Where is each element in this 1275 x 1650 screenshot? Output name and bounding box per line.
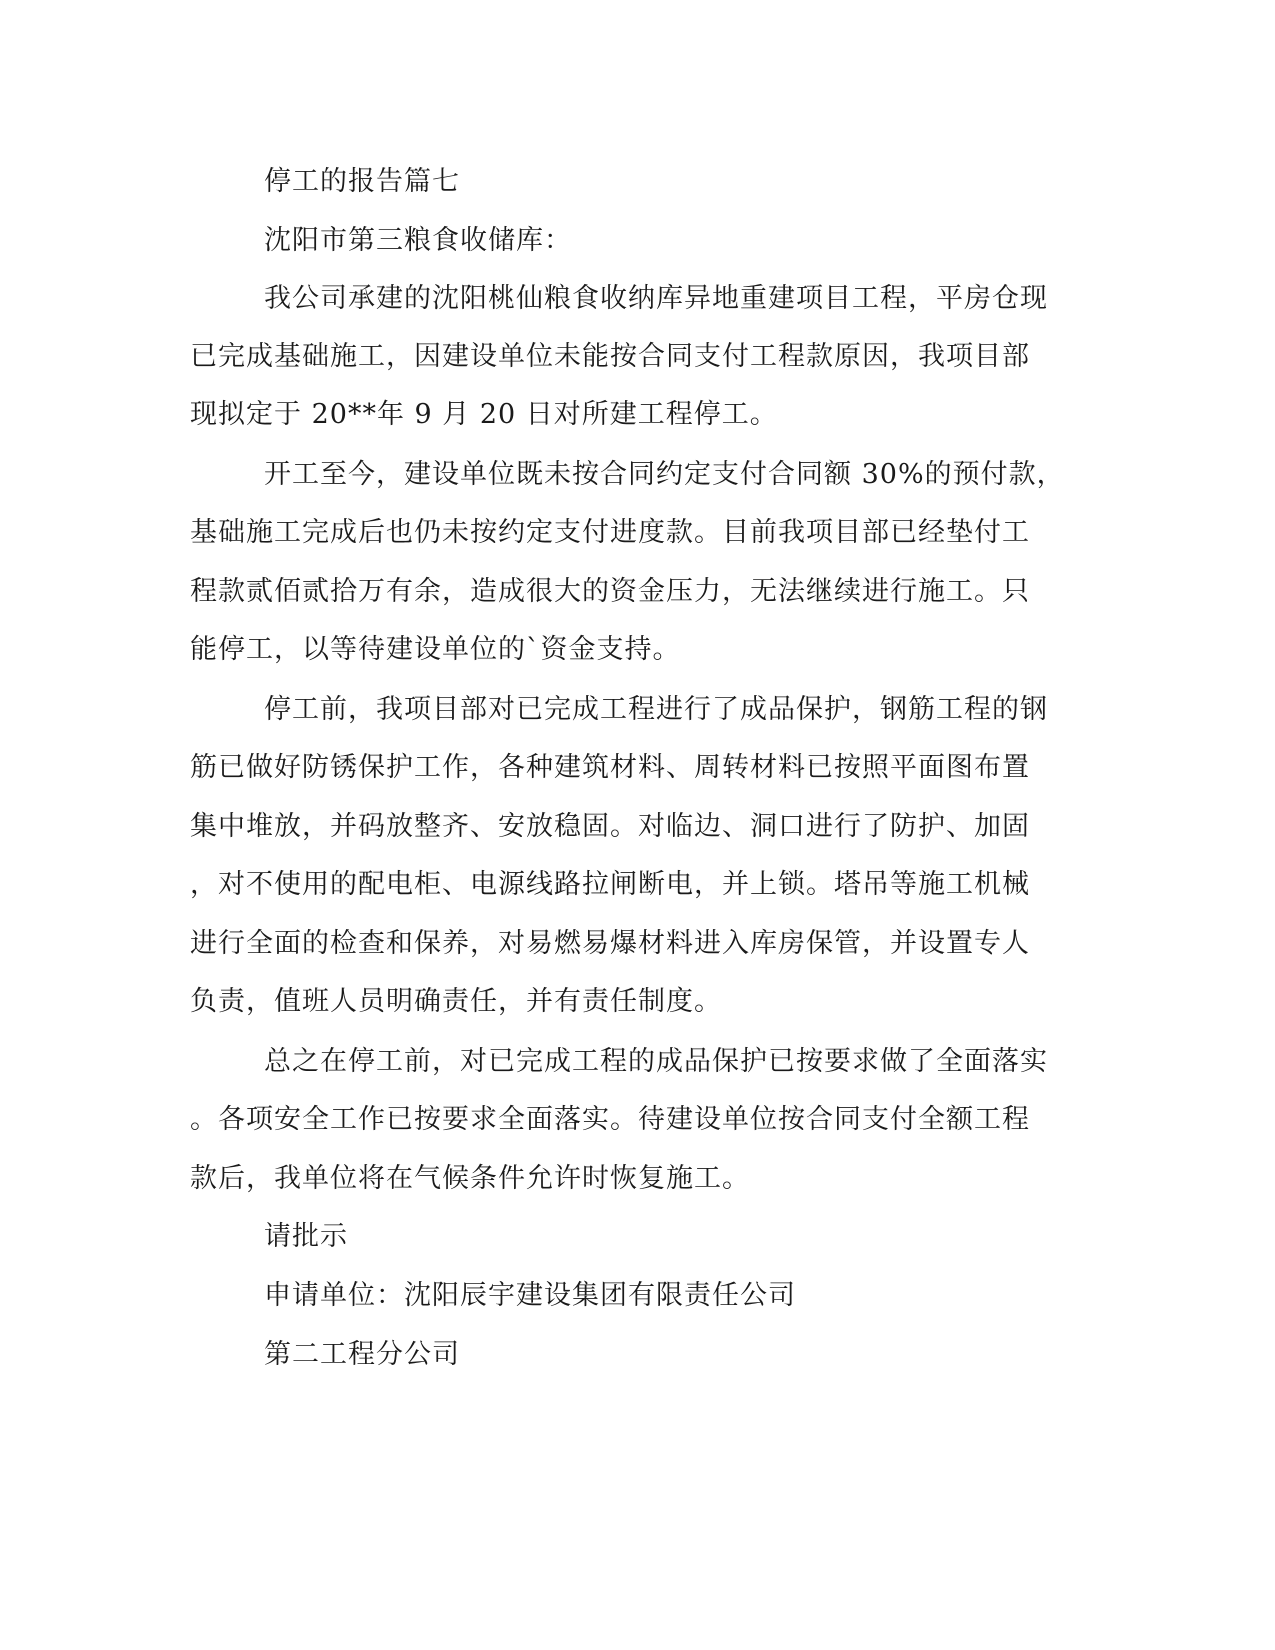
paragraph-line: 现拟定于 20**年 9 月 20 日对所建工程停工。 (190, 399, 778, 430)
paragraph-line: 程款贰佰贰拾万有余，造成很大的资金压力，无法继续进行施工。只 (190, 576, 1030, 607)
paragraph-line: 停工前，我项目部对已完成工程进行了成品保护，钢筋工程的钢 (264, 694, 1048, 725)
applicant-line: 申请单位：沈阳辰宇建设集团有限责任公司 (264, 1280, 796, 1311)
paragraph-line: 基础施工完成后也仍未按约定支付进度款。目前我项目部已经垫付工 (190, 517, 1030, 548)
paragraph-line: 款后，我单位将在气候条件允许时恢复施工。 (190, 1163, 750, 1194)
paragraph-line: 已完成基础施工，因建设单位未能按合同支付工程款原因，我项目部 (190, 341, 1030, 372)
closing-line: 请批示 (264, 1221, 348, 1252)
branch-line: 第二工程分公司 (264, 1339, 460, 1370)
paragraph-line: 能停工，以等待建设单位的`资金支持。 (190, 634, 681, 665)
document-title: 停工的报告篇七 (264, 166, 460, 197)
paragraph-line: 集中堆放，并码放整齐、安放稳固。对临边、洞口进行了防护、加固 (190, 811, 1030, 842)
paragraph-line: 我公司承建的沈阳桃仙粮食收纳库异地重建项目工程，平房仓现 (264, 283, 1048, 314)
paragraph-line: 筋已做好防锈保护工作，各种建筑材料、周转材料已按照平面图布置 (190, 752, 1030, 783)
paragraph-line: 开工至今，建设单位既未按合同约定支付合同额 30%的预付款， (264, 459, 1065, 490)
paragraph-line: ，对不使用的配电柜、电源线路拉闸断电，并上锁。塔吊等施工机械 (190, 869, 1030, 900)
paragraph-line: 进行全面的检查和保养，对易燃易爆材料进入库房保管，并设置专人 (190, 928, 1030, 959)
paragraph-line: 总之在停工前，对已完成工程的成品保护已按要求做了全面落实 (264, 1046, 1048, 1077)
paragraph-line: 。各项安全工作已按要求全面落实。待建设单位按合同支付全额工程 (190, 1104, 1030, 1135)
recipient-line: 沈阳市第三粮食收储库： (264, 225, 572, 256)
paragraph-line: 负责，值班人员明确责任，并有责任制度。 (190, 986, 722, 1017)
